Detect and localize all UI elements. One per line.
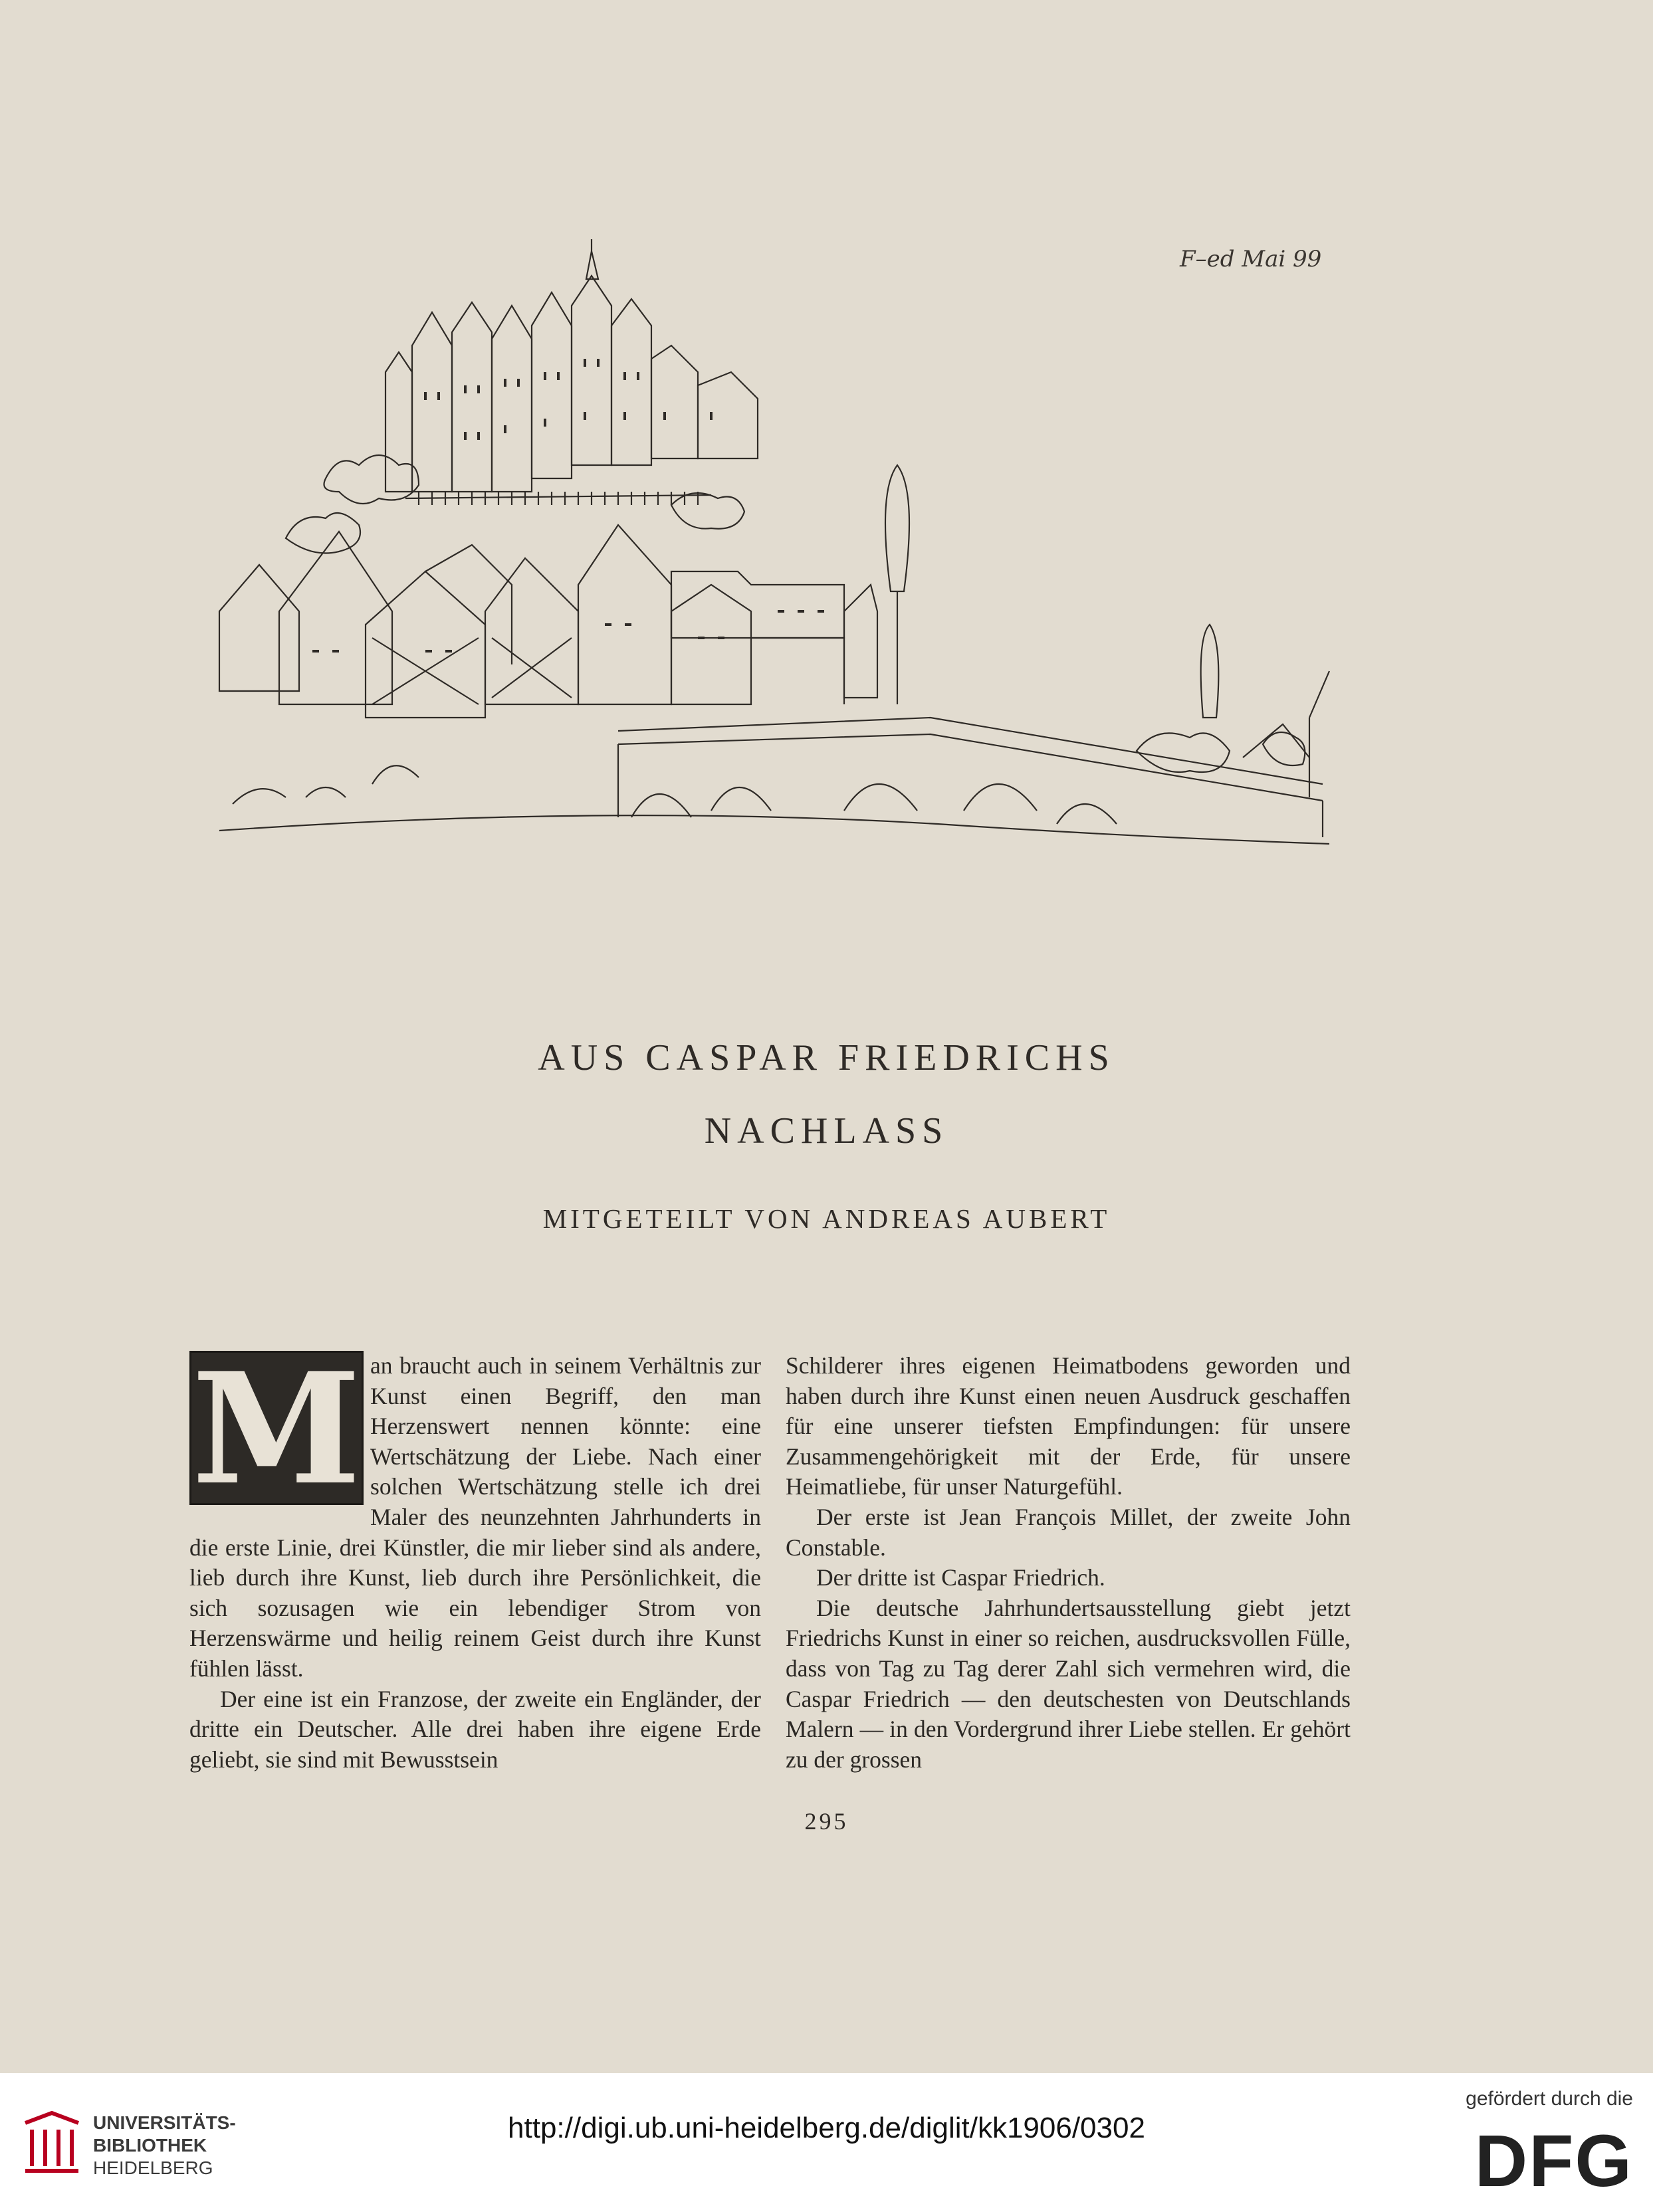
- paragraph: Schilderer ihres eigenen Heimatbodens geworden und haben durch ihre Kunst einen neuen Ausdruck geschaffen für eine unserer tiefsten Empfindungen: für unsere Zusammengehörigkeit mit der Erde, für unsere Heimatliebe, für unser Naturgefühl.: [786, 1352, 1351, 1500]
- institution-line: BIBLIOTHEK: [93, 2135, 207, 2156]
- paragraph: Der eine ist ein Franzose, der zweite ein Engländer, der dritte ein Deutscher. Alle drei haben ihre eigene Erde geliebt, sie sind mit Bewusstsein: [189, 1685, 761, 1773]
- institution-line: HEIDELBERG: [93, 2158, 213, 2178]
- permalink-url[interactable]: http://digi.ub.uni-heidelberg.de/diglit/kk1906/0302: [508, 2112, 1145, 2144]
- paragraph: Der dritte ist Caspar Friedrich.: [816, 1564, 1105, 1591]
- funded-by-label: gefördert durch die: [1466, 2088, 1633, 2110]
- article-title-line2: NACHLASS: [704, 1110, 949, 1152]
- institution-line: UNIVERSITÄTS-: [93, 2112, 236, 2133]
- article-byline: MITGETEILT VON ANDREAS AUBERT: [542, 1203, 1111, 1234]
- footer-bar: [0, 2073, 1653, 2212]
- drop-cap-letter: M: [191, 1351, 362, 1505]
- castle-town-sketch: [206, 239, 1336, 851]
- paragraph: Der erste ist Jean François Millet, der zweite John Constable.: [786, 1503, 1351, 1561]
- paragraph: an braucht auch in seinem Verhältnis zur Kunst einen Begriff, den man Herzenswert nennen könnte: eine Wertschätzung der Liebe. Nach einer solchen Wertschätzung stelle ich drei Maler des neunzehnten Jahrhunderts in die erste Linie, drei Künstler, die mir lieber sind als andere, lieb durch ihre Kunst, lieb durch ihre Persönlichkeit, die sich sozusagen wie ein lebendiger Strom von Herzenswärme und heilig reinem Geist durch ihre Kunst fühlen lässt.: [189, 1352, 761, 1682]
- sketch-date-note: F–ed Mai 99: [1180, 246, 1322, 272]
- right-column: [786, 1351, 1351, 1775]
- paragraph: Die deutsche Jahrhundertsausstellung giebt jetzt Friedrichs Kunst in einer so reichen, ausdrucksvollen Fülle, dass von Tag zu Tag derer Zahl sich vermehren wird, die Caspar Friedrich — den deutschesten von Deutschlands Malern — in den Vordergrund ihrer Liebe stellen. Er gehört zu der grossen: [786, 1594, 1351, 1773]
- left-column: [189, 1351, 761, 1775]
- article-title-line1: AUS CASPAR FRIEDRICHS: [538, 1037, 1115, 1078]
- page-number: 295: [804, 1808, 849, 1835]
- decorated-initial: [189, 1351, 364, 1505]
- dfg-logo: DFG: [1474, 2120, 1633, 2202]
